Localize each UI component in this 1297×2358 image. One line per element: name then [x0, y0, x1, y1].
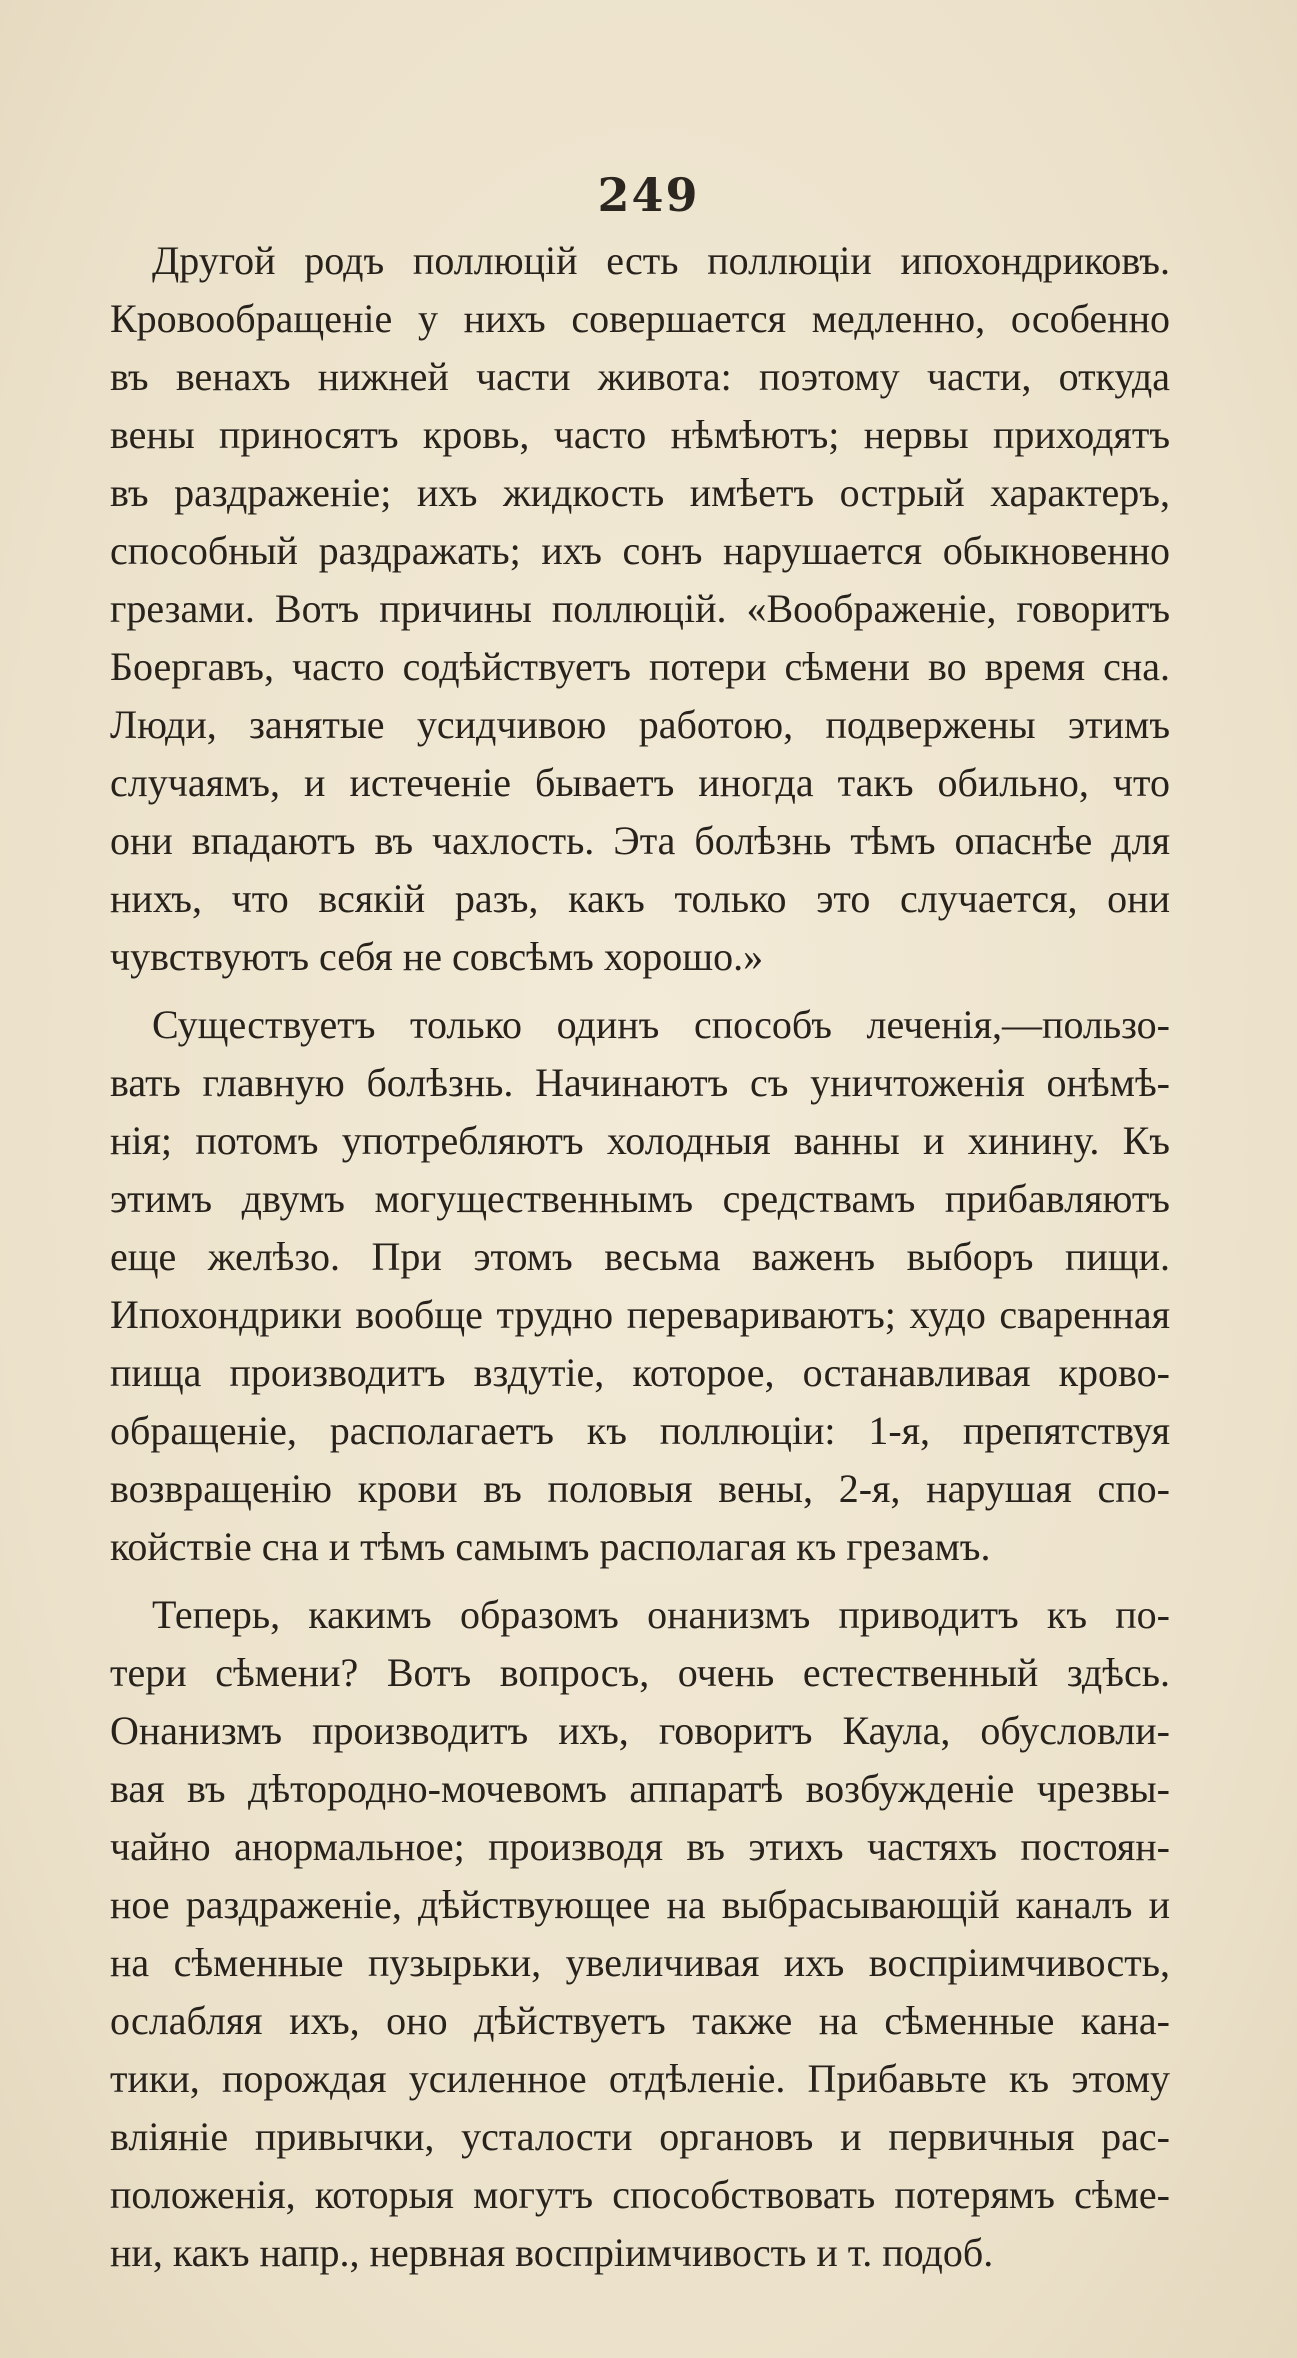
text-line: Кровообращеніе у нихъ совершается медленно, особенно [110, 296, 1170, 341]
text-line: чайно анормальное; производя въ этихъ частяхъ постоян- [110, 1824, 1170, 1869]
text-line: они впадаютъ въ чахлость. Эта болѣзнь тѣмъ опаснѣе для [110, 818, 1170, 863]
text-line: вліяніе привычки, усталости органовъ и первичныя рас- [110, 2114, 1170, 2159]
text-line: Онанизмъ производитъ ихъ, говоритъ Каула, обусловли- [110, 1708, 1170, 1753]
text-line: Теперь, какимъ образомъ онанизмъ приводитъ къ по- [152, 1592, 1170, 1637]
text-line: этимъ двумъ могущественнымъ средствамъ прибавляютъ [110, 1176, 1170, 1221]
text-line: тики, порождая усиленное отдѣленіе. Прибавьте къ этому [110, 2056, 1170, 2101]
text-line: Боергавъ, часто содѣйствуетъ потери сѣмени во время сна. [110, 644, 1170, 689]
text-line: вая въ дѣтородно-мочевомъ аппаратѣ возбужденіе чрезвы- [110, 1766, 1170, 1811]
page-number: 249 [597, 168, 700, 222]
text-line: въ венахъ нижней части живота: поэтому части, откуда [110, 354, 1170, 399]
text-line: способный раздражать; ихъ сонъ нарушается обыкновенно [110, 528, 1170, 573]
text-line: еще желѣзо. При этомъ весьма важенъ выборъ пищи. [110, 1234, 1170, 1279]
text-line: Другой родъ поллюцій есть поллюціи ипохондриковъ. [152, 238, 1170, 283]
text-line: обращеніе, располагаетъ къ поллюціи: 1-я, препятствуя [110, 1408, 1170, 1453]
text-line: нихъ, что всякій разъ, какъ только это случается, они [110, 876, 1170, 921]
text-line: Люди, занятые усидчивою работою, подвержены этимъ [110, 702, 1170, 747]
text-line: вать главную болѣзнь. Начинаютъ съ уничтоженія онѣмѣ- [110, 1060, 1170, 1105]
text-line: въ раздраженіе; ихъ жидкость имѣетъ острый характеръ, [110, 470, 1170, 515]
body-text [110, 232, 1170, 2292]
text-line: возвращенію крови въ половыя вены, 2-я, нарушая спо- [110, 1466, 1170, 1511]
text-line: положенія, которыя могутъ способствовать потерямъ сѣме- [110, 2172, 1170, 2217]
text-line: ное раздраженіе, дѣйствующее на выбрасывающій каналъ и [110, 1882, 1170, 1927]
text-line: Ипохондрики вообще трудно перевариваютъ; худо сваренная [110, 1292, 1170, 1337]
text-line: нія; потомъ употребляютъ холодныя ванны и хинину. Къ [110, 1118, 1170, 1163]
text-line: грезами. Вотъ причины поллюцій. «Воображеніе, говоритъ [110, 586, 1170, 631]
text-line: ослабляя ихъ, оно дѣйствуетъ также на сѣменные кана- [110, 1998, 1170, 2043]
text-line: ни, какъ напр., нервная воспріимчивость и т. подоб. [110, 2230, 994, 2275]
paragraph-2 [110, 996, 1170, 1576]
text-line: вены приносятъ кровь, часто нѣмѣютъ; нервы приходятъ [110, 412, 1170, 457]
text-line: на сѣменные пузырьки, увеличивая ихъ воспріимчивость, [110, 1940, 1170, 1985]
text-line: случаямъ, и истеченіе бываетъ иногда такъ обильно, что [110, 760, 1170, 805]
paragraph-1 [110, 232, 1170, 986]
paragraph-3 [110, 1586, 1170, 2282]
text-line: тери сѣмени? Вотъ вопросъ, очень естественный здѣсь. [110, 1650, 1170, 1695]
text-line: Существуетъ только одинъ способъ леченія,—пользо- [152, 1002, 1170, 1047]
text-line: пища производитъ вздутіе, которое, останавливая крово- [110, 1350, 1170, 1395]
text-line: койствіе сна и тѣмъ самымъ располагая къ грезамъ. [110, 1524, 991, 1569]
text-line: чувствуютъ себя не совсѣмъ хорошо.» [110, 934, 764, 979]
